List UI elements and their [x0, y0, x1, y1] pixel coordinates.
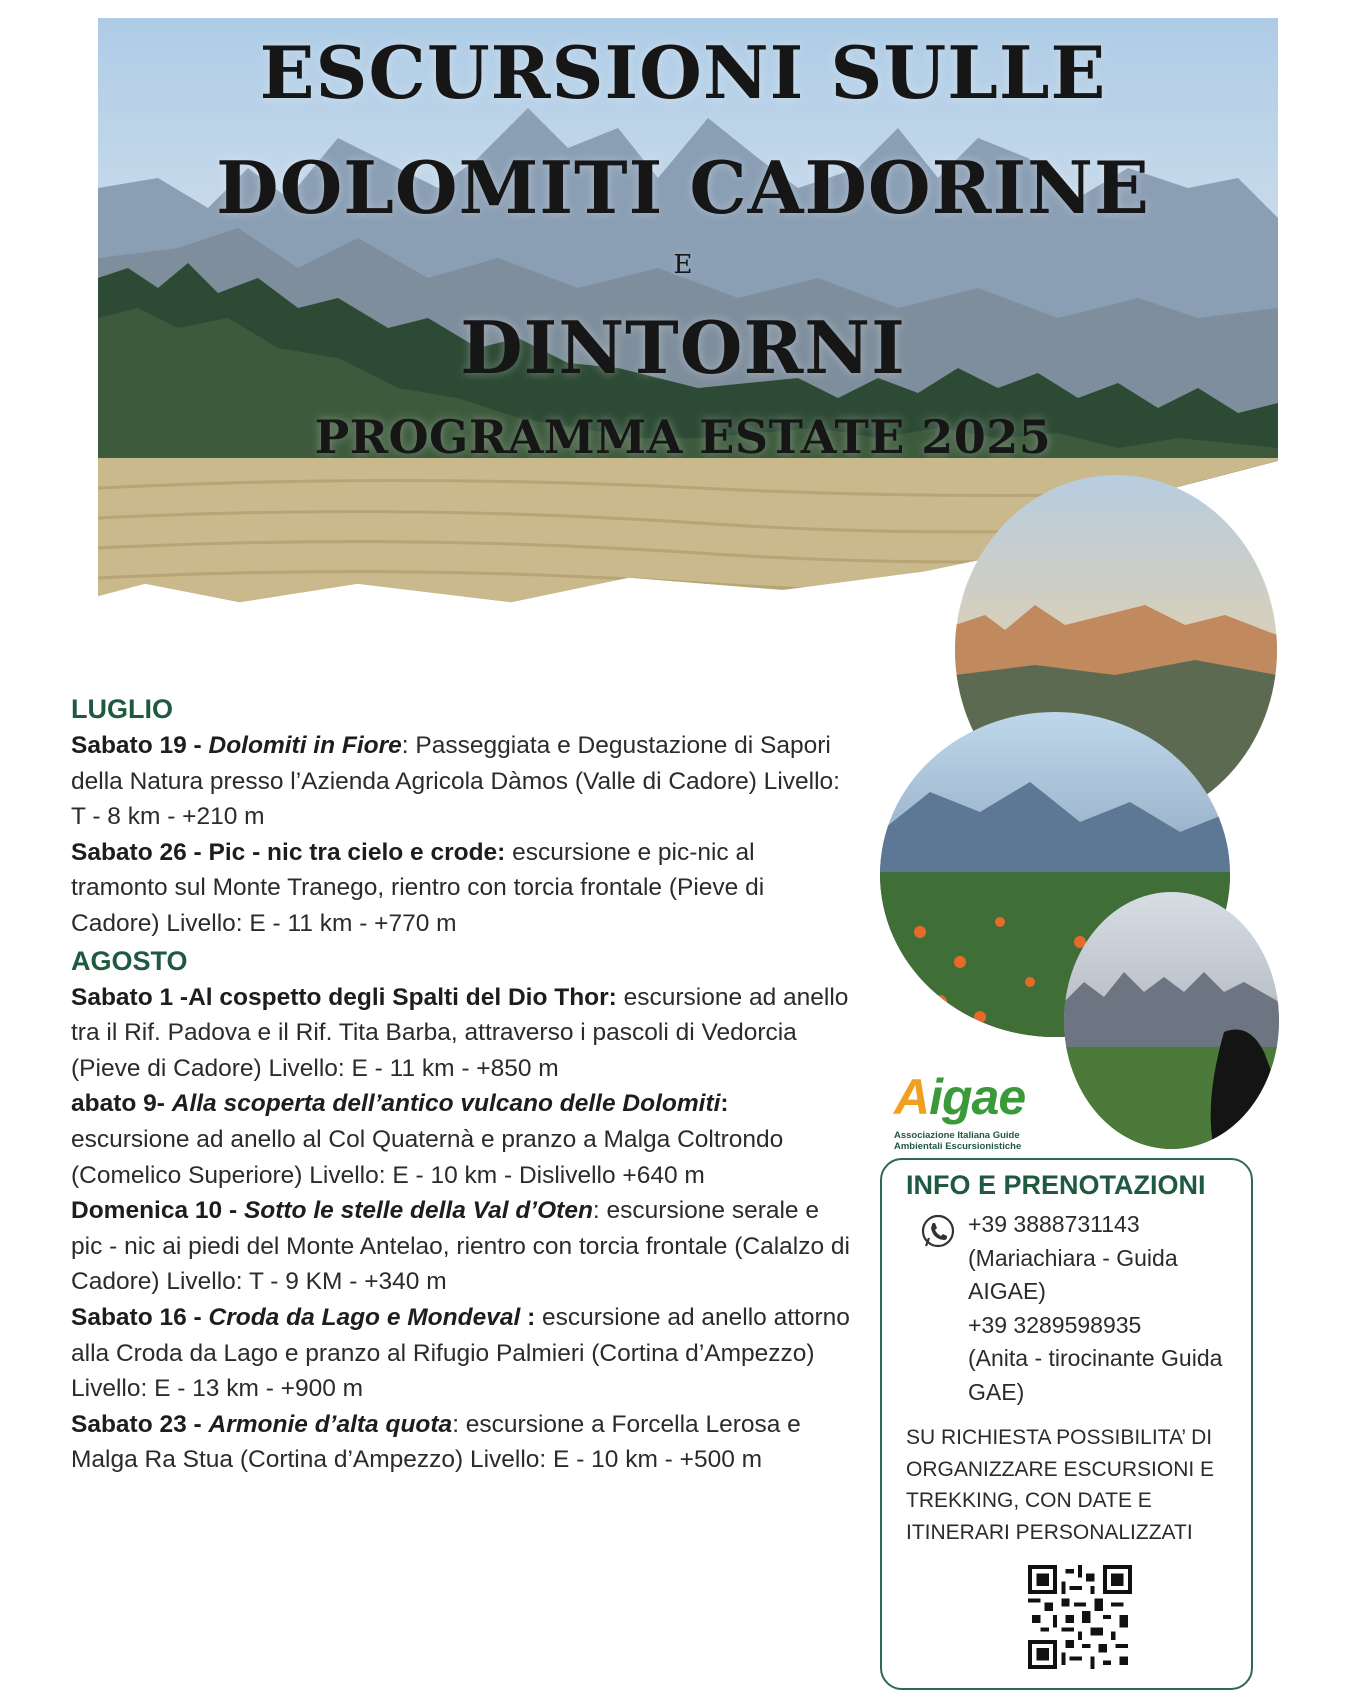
event-agosto-9: [71, 1086, 851, 1193]
program-list: [71, 690, 851, 1478]
event-luglio-26: [71, 835, 851, 942]
event-title: Armonie d’alta quota: [208, 1410, 453, 1438]
program-subtitle: PROGRAMMA ESTATE 2025: [314, 410, 1052, 464]
event-agosto-23: [71, 1407, 851, 1478]
contact-list: [968, 1208, 1248, 1409]
event-description: escursione ad anello al Col Quaternà e pranzo a Malga Coltrondo (Comelico Superiore) Livello: E - 10 km - Dislivello +640 m: [71, 1125, 784, 1189]
event-agosto-10: [71, 1193, 851, 1300]
month-heading-agosto: AGOSTO: [71, 945, 188, 976]
aigae-logo-caption: Associazione Italiana Guide Ambientali Escursionistiche: [894, 1130, 1022, 1152]
event-date: Sabato 23 -: [71, 1410, 209, 1438]
event-description: escursione ad anello attorno alla Croda da Lago e pranzo al Rifugio Palmieri (Cortina d’Ampezzo) Livello: E - 13 km - +900 m: [71, 1303, 850, 1403]
contact-phone-1[interactable]: +39 3888731143: [968, 1211, 1140, 1237]
event-description: escursione ad anello tra il Rif. Padova e il Rif. Tita Barba, attraverso i pascoli di Vedorcia (Pieve di Cadore) Livello: E - 11 km - +850 m: [71, 983, 849, 1082]
title-line-2: DOLOMITI CADORINE: [216, 145, 1150, 230]
title-line-3: DINTORNI: [460, 305, 906, 390]
event-title: Alla scoperta dell’antico vulcano delle Dolomiti: [171, 1090, 721, 1118]
qr-code[interactable]: [1028, 1565, 1132, 1669]
event-date: Sabato 16 -: [71, 1303, 209, 1331]
event-agosto-16: [71, 1300, 851, 1407]
event-agosto-1: [71, 980, 851, 1087]
contact-name-1: (Mariachiara - Guida AIGAE): [968, 1244, 1178, 1304]
aigae-logo: [890, 1068, 1040, 1156]
event-description: : escursione a Forcella Lerosa e Malga Ra Stua (Cortina d’Ampezzo) Livello: E - 10 km - +500 m: [71, 1410, 801, 1474]
photo-circle-dog-mountain: [1064, 892, 1279, 1149]
event-description: escursione e pic-nic al tramonto sul Monte Tranego, rientro con torcia frontale (Pieve di Cadore) Livello: E - 11 km - +770 m: [71, 838, 765, 937]
event-title: Dolomiti in Fiore: [208, 732, 402, 759]
event-title-suffix: :: [720, 1090, 729, 1118]
whatsapp-icon: [918, 1212, 958, 1252]
event-title: Croda da Lago e Mondeval: [208, 1303, 521, 1331]
event-luglio-19: [71, 728, 851, 835]
month-heading-luglio: LUGLIO: [71, 694, 173, 724]
contact-name-2: (Anita - tirocinante Guida GAE): [968, 1345, 1223, 1405]
event-date: Domenica 10 -: [71, 1197, 244, 1225]
event-date: Sabato 19 -: [71, 732, 209, 759]
info-title: INFO E PRENOTAZIONI: [906, 1170, 1206, 1200]
event-date-title: Sabato 1 -Al cospetto degli Spalti del Dio Thor:: [71, 983, 617, 1011]
event-date: abato 9-: [71, 1090, 172, 1118]
title-conjunction: E: [673, 250, 693, 280]
title-line-1: ESCURSIONI SULLE: [259, 30, 1107, 115]
event-title-suffix: :: [520, 1303, 536, 1331]
aigae-logo-wordmark: Aigae: [894, 1069, 1026, 1125]
event-description: : Passeggiata e Degustazione di Sapori della Natura presso l’Azienda Agricola Dàmos (Valle di Cadore) Livello: T - 8 km - +210 m: [71, 732, 840, 831]
contact-phone-2[interactable]: +39 3289598935: [968, 1311, 1142, 1338]
custom-trips-note: SU RICHIESTA POSSIBILITA’ DI ORGANIZZARE ESCURSIONI E TREKKING, CON DATE E ITINERARI PERSONALIZZATI: [906, 1426, 1215, 1544]
event-date-title: Sabato 26 - Pic - nic tra cielo e crode:: [71, 838, 506, 866]
event-title: Sotto le stelle della Val d’Oten: [243, 1197, 593, 1225]
event-description: : escursione serale e pic - nic ai piedi del Monte Antelao, rientro con torcia frontale (Calalzo di Cadore) Livello: T - 9 KM - +340 m: [71, 1197, 850, 1296]
info-box: [880, 1158, 1253, 1690]
